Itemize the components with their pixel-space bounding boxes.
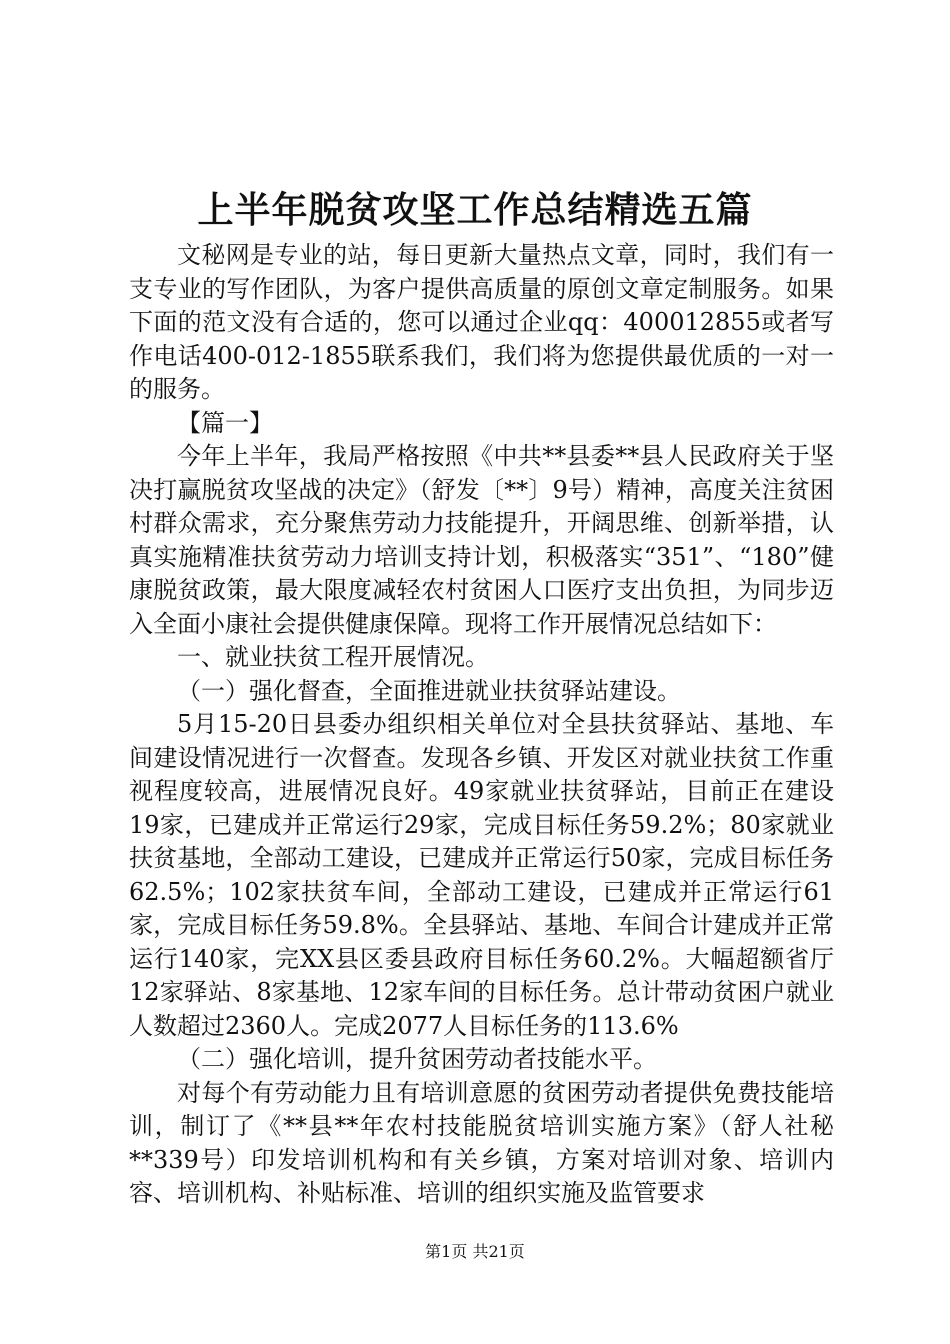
paragraph-subheading-1: （一）强化督查，全面推进就业扶贫驿站建设。: [177, 676, 681, 705]
paragraph-section-heading: 【篇一】: [177, 408, 273, 437]
document-title: 上半年脱贫攻坚工作总结精选五篇: [197, 189, 753, 231]
paragraph-subheading-2: （二）强化培训，提升贫困劳动者技能水平。: [177, 1045, 657, 1073]
document-body: [129, 239, 834, 1211]
paragraph-heading-1: 一、就业扶贫工程开展情况。: [177, 643, 489, 671]
page-number-footer: 第1页 共21页: [425, 1242, 525, 1261]
paragraph-training: 对每个有劳动能力且有培训意愿的贫困劳动者提供免费技能培训，制订了《**县**年农村技能脱贫培训实施方案》（舒人社秘**339号）印发培训机构和有关乡镇，方案对培训对象、培训内容、培训机构、补贴标准、培训的组织实施及监管要求: [129, 1078, 834, 1207]
paragraph-intro: 文秘网是专业的站，每日更新大量热点文章，同时，我们有一支专业的写作团队，为客户提供高质量的原创文章定制服务。如果下面的范文没有合适的，您可以通过企业qq：400012855或者写作电话400-012-1855联系我们，我们将为您提供最优质的一对一的服务。: [129, 241, 834, 403]
paragraph-summary: 今年上半年，我局严格按照《中共**县委**县人民政府关于坚决打赢脱贫攻坚战的决定》（舒发〔**〕9号）精神，高度关注贫困村群众需求，充分聚焦劳动力技能提升，开阔思维、创新举措，认真实施精准扶贫劳动力培训支持计划，积极落实“351”、“180”健康脱贫政策，最大限度减轻农村贫困人口医疗支出负担，为同步迈入全面小康社会提供健康保障。现将工作开展情况总结如下：: [129, 442, 834, 638]
paragraph-inspection: 5月15-20日县委办组织相关单位对全县扶贫驿站、基地、车间建设情况进行一次督查。发现各乡镇、开发区对就业扶贫工作重视程度较高，进展情况良好。49家就业扶贫驿站，目前正在建设19家，已建成并正常运行29家，完成目标任务59.2%；80家就业扶贫基地，全部动工建设，已建成并正常运行50家，完成目标任务62.5%；102家扶贫车间，全部动工建设，已建成并正常运行61家，完成目标任务59.8%。全县驿站、基地、车间合计建成并正常运行140家，完XX县区委县政府目标任务60.2%。大幅超额省厅12家驿站、8家基地、12家车间的目标任务。总计带动贫困户就业人数超过2360人。完成2077人目标任务的113.6%: [129, 710, 834, 1040]
